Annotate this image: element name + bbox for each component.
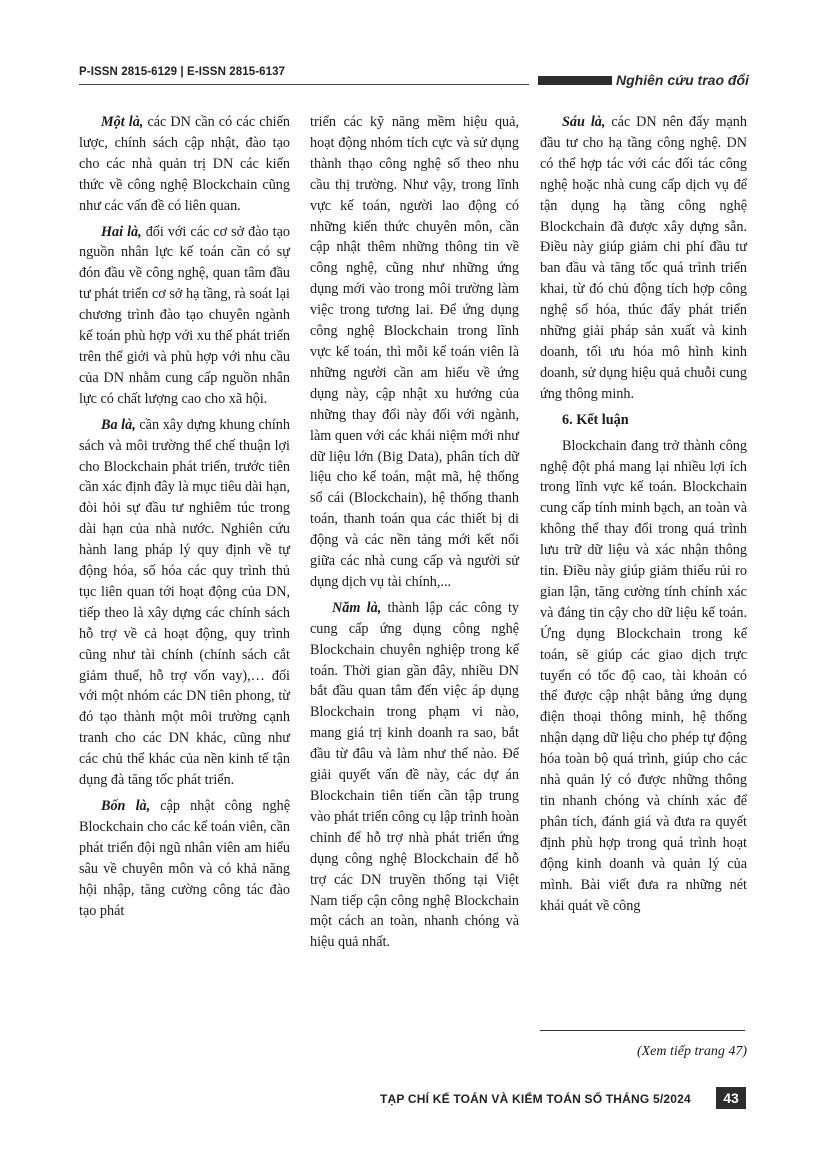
paragraph-text: triển các kỹ năng mềm hiệu quả, hoạt động nhóm tích cực và sử dụng thành thạo công nghệ số theo nhu cầu thị trường. Như vậy, trong lĩnh vực kế toán, người lao động có những kiến thức chuyên môn, cần cập nhật thêm những thông tin về công nghệ, cũng như những ứng dụng mới vào trong môi trường làm việc trong tương lai. Để ứng dụng công nghệ Blockchain trong lĩnh vực kế toán, thì mỗi kế toán viên là những người cần am hiểu về ứng dụng này, cập nhật xu hướng của những thay đổi này đối với ngành, làm quen với các khái niệm mới như dữ liệu lớn (Big Data), phân tích dữ liệu cho kế toán, mật mã, hệ thống sổ cái (Blockchain), hệ thống thanh toán, thanh toán qua các thiết bị di động và các nền tảng mới kết nối giữa các nhà cung cấp và người sử dụng dịch vụ tài chính,...: [310, 114, 519, 590]
paragraph-lead: Hai là,: [101, 223, 142, 240]
paragraph: [540, 112, 747, 405]
paragraph-lead: Năm là,: [332, 599, 382, 616]
paragraph-text: cần xây dựng khung chính sách và môi trường thể chế thuận lợi cho Blockchain phát triển, trước tiên cần xác định đây là mục tiêu dài hạn, đòi hỏi sự đầu tư nghiêm túc trong dài hạn của nhà nước. Nghiên cứu hành lang pháp lý quy định về tự động hóa, số hóa các quy trình thủ tục liên quan tới hoạt động của DN, tiếp theo là xây dựng các chính sách hỗ trợ về cả hoạt động, quy trình cũng như tài chính (chính sách cắt giảm thuế, hỗ trợ vốn vay),… đối với một nhóm các DN tiên phong, từ đó tạo thành một môi trường cạnh tranh cho các DN khác, cũng như các chủ thể khác của nền kinh tế tận dụng đà tăng tốc phát triển.: [79, 416, 290, 789]
paragraph-lead: Một là,: [101, 114, 144, 130]
column-2: [310, 112, 519, 958]
page-number: 43: [716, 1087, 746, 1109]
paragraph-text: các DN nên đẩy mạnh đầu tư cho hạ tầng công nghệ. DN có thể hợp tác với các đối tác công nghệ hoặc nhà cung cấp dịch vụ để tận dụng hạ tầng công nghệ Blockchain đã được xây dựng sẵn. Điều này giúp giảm chi phí đầu tư ban đầu và tăng tốc quá trình triển khai, từ đó chủ động tích hợp công nghệ số hóa, thúc đẩy phát triển những giải pháp sản xuất và kinh doanh, tối ưu hóa mô hình kinh doanh, sử dụng hiệu quả chuỗi cung ứng thông minh.: [540, 114, 747, 402]
paragraph: [79, 112, 290, 217]
paragraph-text: cập nhật công nghệ Blockchain cho các kế toán viên, cần phát triển đội ngũ nhân viên am hiểu sâu về chuyên môn và có khả năng hội nhập, tăng cường công tác đào tạo phát: [79, 798, 290, 919]
paragraph: [310, 598, 519, 953]
paragraph: [310, 112, 519, 593]
column-1: [79, 112, 290, 926]
paragraph-text: thành lập các công ty cung cấp ứng dụng công nghệ Blockchain chuyên nghiệp trong kế toán. Thời gian gần đây, nhiều DN bắt đầu quan tâm đến việc áp dụng Blockchain trong phạm vi nào, mang giá trị kinh doanh ra sao, bắt đầu từ đâu và làm như thế nào. Để giải quyết vấn đề này, các dự án Blockchain tiên tiến cần tập trung vào phát triển công cụ lập trình hoàn chỉnh để hỗ trợ nhà phát triển ứng dụng công nghệ Blockchain để hỗ trợ các DN truyền thống tại Việt Nam tiếp cận công nghệ Blockchain một cách an toàn, nhanh chóng và hiệu quả nhất.: [310, 599, 520, 951]
continue-note: (Xem tiếp trang 47): [636, 1044, 747, 1059]
header-bar: [538, 76, 612, 85]
paragraph: [540, 436, 747, 917]
continue-rule: [540, 1030, 745, 1031]
paragraph-lead: Bốn là,: [101, 798, 151, 814]
paragraph-lead: Sáu là,: [562, 114, 606, 130]
journal-title: TẠP CHÍ KẾ TOÁN VÀ KIỂM TOÁN SỐ THÁNG 5/2024: [380, 1092, 691, 1106]
paragraph: [79, 415, 290, 791]
paragraph-text: Blockchain đang trở thành công nghệ đột phá mang lại nhiều lợi ích trong lĩnh vực kế toán. Blockchain cung cấp tính minh bạch, an toàn và không thể thay đổi trong quá trình lưu trữ dữ liệu và xác nhận thông tin. Điều này giúp giảm thiểu rủi ro gian lận, tăng cường tính chính xác và đáng tin cậy cho dữ liệu kế toán. Ứng dụng Blockchain trong kế toán, sẽ giúp các giao dịch trực tuyến có tốc độ cao, tài khoản có thể được cập nhật bằng ứng dụng điện thoại thông minh, hệ thống nhận dạng dữ liệu cho phép tự động hóa toàn bộ quá trình, giúp cho các nhà quản lý có được những thông tin nhanh chóng và chính xác để phân tích, đánh giá và đưa ra quyết định phù hợp trong quá trình hoạt động kinh doanh và quản lý của mình. Bài viết đưa ra những nét khái quát về công: [540, 437, 747, 914]
paragraph: [79, 796, 290, 921]
paragraph: [79, 222, 290, 410]
header-rule: [79, 84, 529, 85]
paragraph-lead: Ba là,: [101, 416, 136, 433]
section-heading: 6. Kết luận: [562, 411, 629, 428]
section-title: Nghiên cứu trao đổi: [616, 72, 749, 88]
paragraph-text: các DN cần có các chiến lược, chính sách cập nhật, đào tạo cho các nhà quản trị DN các kiến thức về công nghệ Blockchain cũng như các vấn đề có liên quan.: [79, 114, 291, 214]
issn-label: P-ISSN 2815-6129 | E-ISSN 2815-6137: [79, 66, 286, 78]
paragraph-text: đối với các cơ sở đào tạo nguồn nhân lực kế toán cần có sự đón đầu về công nghệ, quan tâm đầu tư phát triển cơ sở hạ tầng, rà soát lại chương trình đào tạo chuyên ngành kế toán phù hợp với xu thế phát triển trên thế giới và phù hợp với nhu cầu của DN nhằm cung cấp nguồn nhân lực có chất lượng cao cho xã hội.: [79, 223, 290, 407]
column-3: [540, 112, 747, 921]
